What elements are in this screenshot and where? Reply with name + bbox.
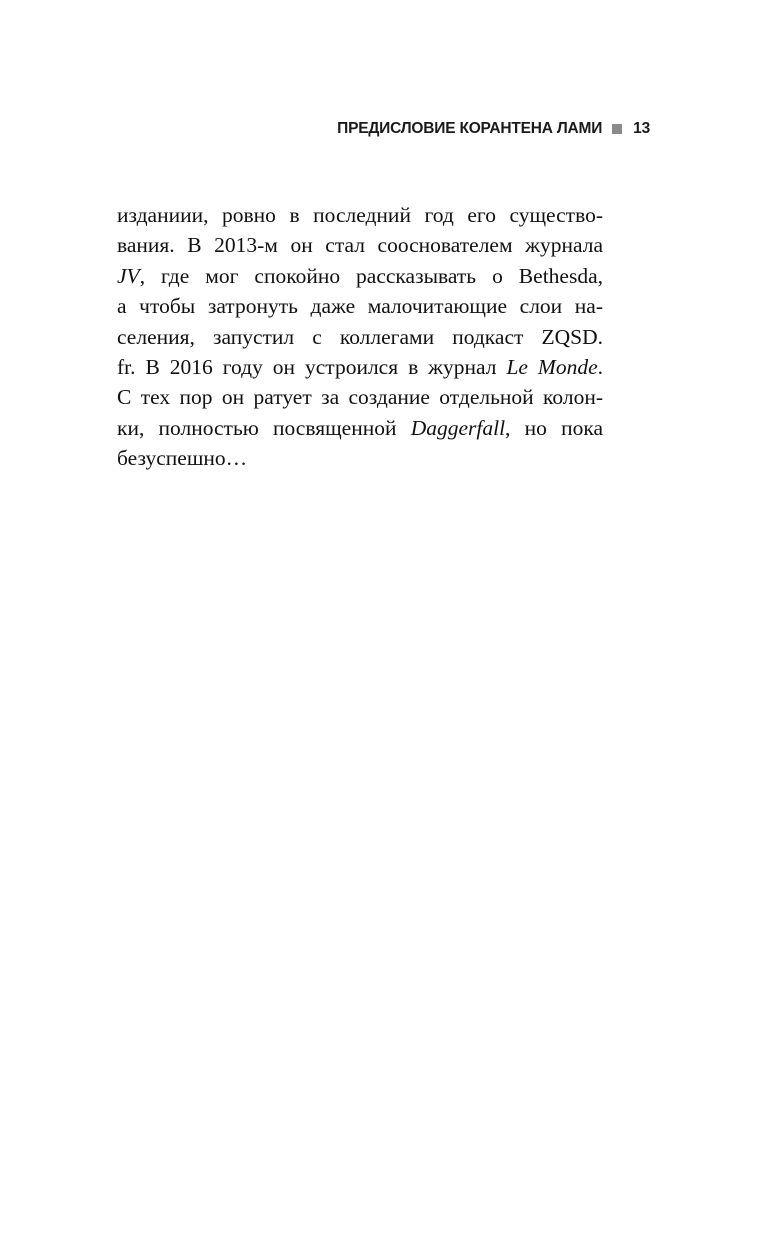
- text-line: селения, запустил с коллегами подкаст ZQSD.: [117, 324, 603, 349]
- journal-title-jv: JV: [117, 263, 140, 288]
- text-line: [117, 352, 603, 382]
- body-paragraph: [117, 200, 603, 474]
- newspaper-title-le-monde: Le Monde: [506, 355, 598, 380]
- running-header: [337, 120, 650, 138]
- text-line: [117, 261, 603, 291]
- text-line: безуспешно…: [117, 446, 248, 471]
- text-fragment: , но пока: [505, 415, 603, 440]
- text-fragment: ки, полностью посвященной: [117, 415, 411, 440]
- text-line: изданиии, ровно в последний год его существо-: [117, 203, 603, 227]
- text-line: [117, 413, 603, 443]
- text-fragment: .: [597, 355, 603, 380]
- text-line: вания. В 2013-м он стал сооснователем журнала: [117, 233, 603, 258]
- text-line: а чтобы затронуть даже малочитающие слои на-: [117, 294, 603, 319]
- chapter-title: ПРЕДИСЛОВИЕ КОРАНТЕНА ЛАМИ: [337, 120, 603, 137]
- page-number: 13: [633, 120, 650, 137]
- text-fragment: , где мог спокойно рассказывать о Bethesda,: [139, 263, 603, 288]
- text-fragment: fr. В 2016 году он устроился в журнал: [117, 355, 507, 380]
- square-bullet-icon: [612, 124, 622, 134]
- text-line: С тех пор он ратует за создание отдельной колон-: [117, 385, 603, 410]
- game-title-daggerfall: Daggerfall: [410, 415, 506, 440]
